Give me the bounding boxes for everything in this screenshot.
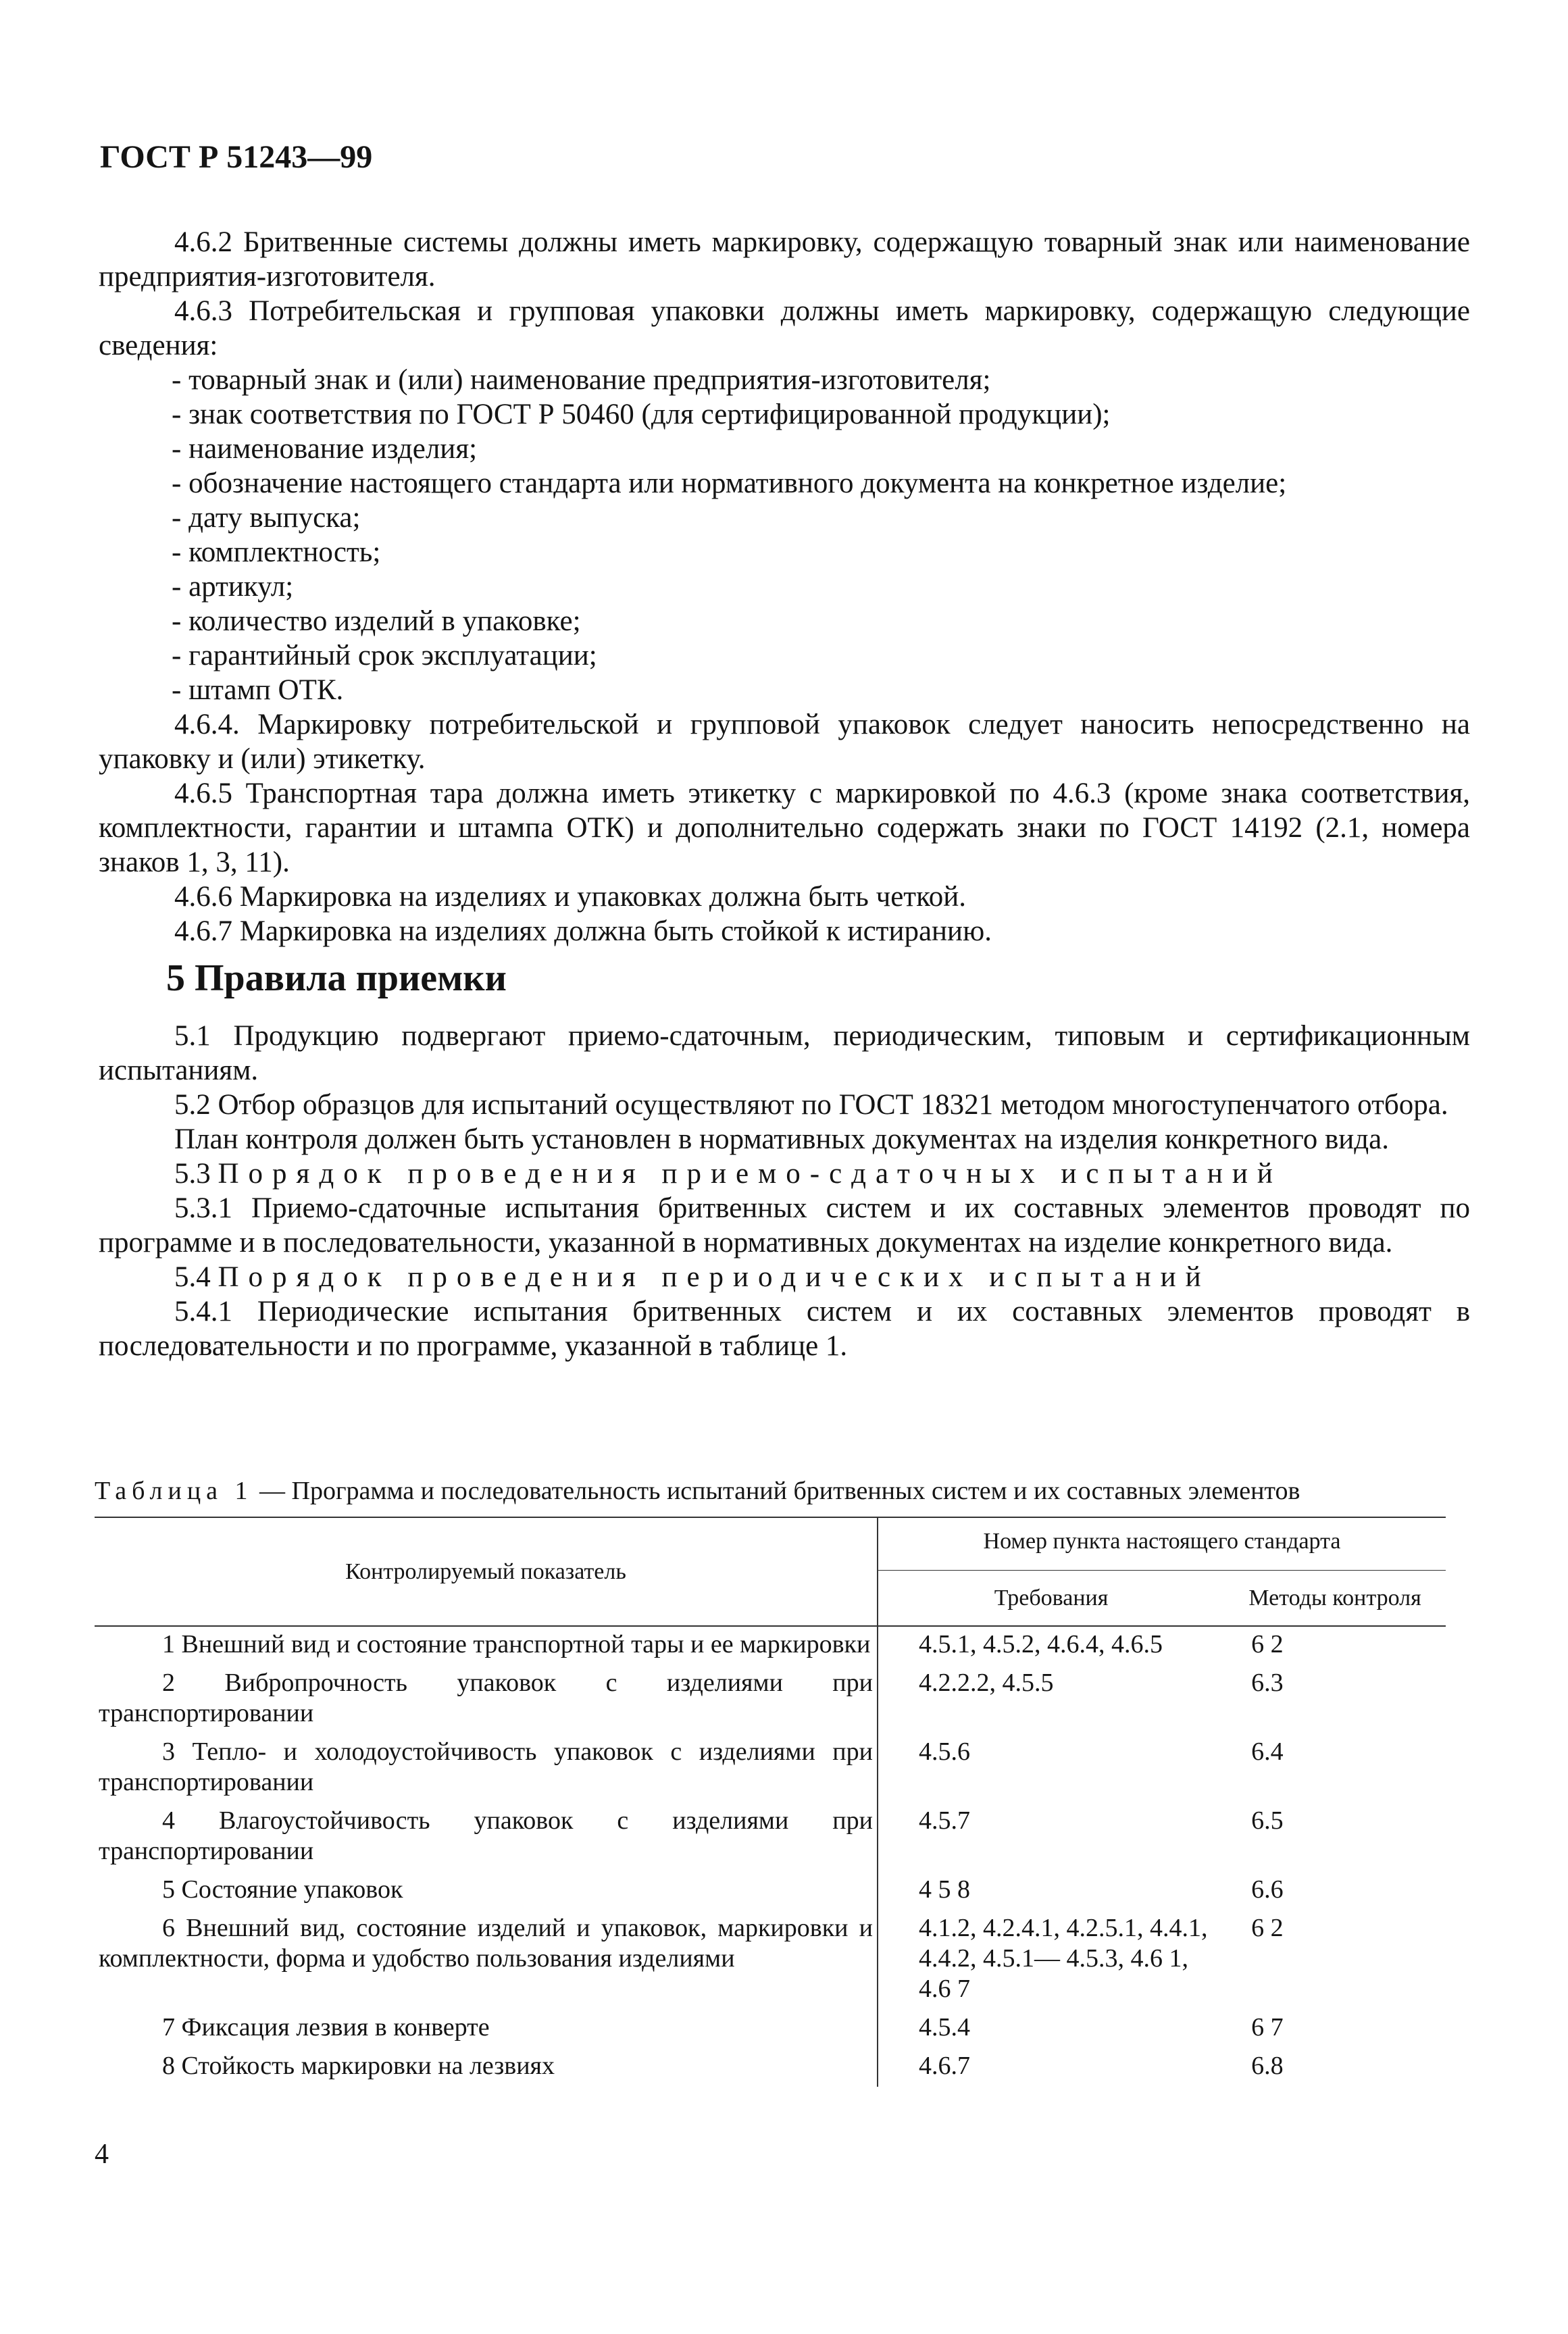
- table-row: [95, 1872, 1446, 1910]
- paragraph-4-6-4: 4.6.4. Маркировку потребительской и групповой упаковок следует наносить непосредственно на упаковку и (или) этикетку.: [99, 709, 1470, 775]
- requirements-cell: 4.5.1, 4.5.2, 4.6.4, 4.6.5: [918, 1630, 1163, 1658]
- table-row: [95, 1910, 1446, 2010]
- requirements-cell: 4.5.4: [918, 2013, 970, 2041]
- paragraph-4-6-3: 4.6.3 Потребительская и групповая упаковки должны иметь маркировку, содержащую следующие сведения:: [99, 295, 1470, 361]
- heading-5-3-number: 5.3: [174, 1158, 211, 1190]
- indicator-cell: 5 Состояние упаковок: [95, 1872, 878, 1910]
- paragraph-4-6-6: 4.6.6 Маркировка на изделиях и упаковках должна быть четкой.: [174, 881, 967, 913]
- list-item: - обозначение настоящего стандарта или нормативного документа на конкретное изделие;: [172, 467, 1287, 499]
- list-item: - количество изделий в упаковке;: [172, 605, 581, 637]
- test-program-table: [95, 1517, 1446, 2087]
- requirements-cell: 4.6.7: [918, 2052, 970, 2080]
- methods-cell: 6.6: [1251, 1875, 1284, 1904]
- table-caption-label: Таблица 1: [95, 1477, 253, 1505]
- indicator-cell: 3 Тепло- и холодоустойчивость упаковок с изделиями при транспортировании: [95, 1734, 878, 1803]
- heading-5-4-number: 5.4: [174, 1261, 211, 1293]
- indicator-cell: 4 Влагоустойчивость упаковок с изделиями при транспортировании: [95, 1803, 878, 1872]
- table-row: [95, 2048, 1446, 2087]
- table-caption: [95, 1476, 1486, 1506]
- requirements-cell: 4.2.2.2, 4.5.5: [918, 1669, 1054, 1697]
- indicator-cell: 1 Внешний вид и состояние транспортной тары и ее маркировки: [95, 1626, 878, 1665]
- methods-cell: 6.4: [1251, 1737, 1284, 1766]
- list-item: - штамп ОТК.: [172, 674, 344, 706]
- table-row: [95, 1626, 1446, 1665]
- list-item: - комплектность;: [172, 536, 381, 568]
- document-header: ГОСТ Р 51243—99: [100, 139, 373, 175]
- paragraph-5-3-1: 5.3.1 Приемо-сдаточные испытания бритвенных систем и их составных элементов проводят по программе и в последовательности, указанной в нормативных документах на изделие конкретного вида.: [99, 1192, 1470, 1259]
- indicator-cell: 8 Стойкость маркировки на лезвиях: [95, 2048, 878, 2087]
- column-header-indicator: Контролируемый показатель: [95, 1517, 878, 1626]
- methods-cell: 6.5: [1251, 1806, 1284, 1835]
- methods-cell: 6 7: [1251, 2013, 1284, 2041]
- table-row: [95, 1803, 1446, 1872]
- paragraph-5-2: 5.2 Отбор образцов для испытаний осуществляют по ГОСТ 18321 методом многоступенчатого отбора.: [174, 1089, 1448, 1121]
- page-number: 4: [95, 2139, 109, 2170]
- requirements-cell: 4.5.7: [918, 1806, 970, 1835]
- methods-cell: 6.8: [1251, 2052, 1284, 2080]
- methods-cell: 6 2: [1251, 1914, 1284, 1942]
- column-header-group: Номер пункта настоящего стандарта: [878, 1517, 1446, 1571]
- requirements-cell: 4 5 8: [918, 1875, 970, 1904]
- table-caption-text: — Программа и последовательность испытаний бритвенных систем и их составных элементов: [253, 1477, 1300, 1505]
- heading-5-3: [99, 1157, 1470, 1191]
- indicator-cell: 2 Вибропрочность упаковок с изделиями при транспортировании: [95, 1665, 878, 1734]
- heading-5-4-title: Порядок проведения периодических испытаний: [218, 1261, 1211, 1293]
- heading-5-3-title: Порядок проведения приемо-сдаточных испытаний: [218, 1158, 1282, 1190]
- list-item: - дату выпуска;: [172, 502, 361, 534]
- table-row: [95, 1734, 1446, 1803]
- paragraph-5-4-1: 5.4.1 Периодические испытания бритвенных систем и их составных элементов проводят в последовательности и по программе, указанной в таблице 1.: [99, 1296, 1470, 1362]
- methods-cell: 6 2: [1251, 1630, 1284, 1658]
- requirements-cell: 4.5.6: [918, 1737, 970, 1766]
- paragraph-4-6-5: 4.6.5 Транспортная тара должна иметь этикетку с маркировкой по 4.6.3 (кроме знака соответствия, комплектности, гарантии и штампа ОТК) и дополнительно содержать знаки по ГОСТ 14192 (2.1, номера знаков 1, 3, 11).: [99, 778, 1470, 878]
- requirements-cell: 4.1.2, 4.2.4.1, 4.2.5.1, 4.4.1, 4.4.2, 4.5.1— 4.5.3, 4.6 1, 4.6 7: [918, 1914, 1208, 2003]
- list-item: - артикул;: [172, 571, 294, 603]
- list-item: - товарный знак и (или) наименование предприятия-изготовителя;: [172, 364, 991, 396]
- table-row: [95, 1665, 1446, 1734]
- list-item: - наименование изделия;: [172, 433, 478, 465]
- paragraph-5-2-plan: План контроля должен быть установлен в нормативных документах на изделия конкретного вида.: [174, 1123, 1390, 1155]
- methods-cell: 6.3: [1251, 1669, 1284, 1697]
- table-row: [95, 2010, 1446, 2048]
- section-4-6-text: [99, 225, 1470, 948]
- column-header-methods: Методы контроля: [1224, 1571, 1446, 1627]
- paragraph-4-6-2: 4.6.2 Бритвенные системы должны иметь маркировку, содержащую товарный знак или наименование предприятия-изготовителя.: [99, 226, 1470, 293]
- paragraph-5-1: 5.1 Продукцию подвергают приемо-сдаточным, периодическим, типовым и сертификационным испытаниям.: [99, 1020, 1470, 1086]
- section-5-title: 5 Правила приемки: [166, 957, 507, 999]
- indicator-cell: 7 Фиксация лезвия в конверте: [95, 2010, 878, 2048]
- list-item: - гарантийный срок эксплуатации;: [172, 640, 597, 671]
- list-item: - знак соответствия по ГОСТ Р 50460 (для сертифицированной продукции);: [172, 399, 1111, 430]
- section-5-text: [99, 1019, 1470, 1363]
- indicator-cell: 6 Внешний вид, состояние изделий и упаковок, маркировки и комплектности, форма и удобство пользования изделиями: [95, 1910, 878, 2010]
- column-header-requirements: Требования: [878, 1571, 1224, 1627]
- paragraph-4-6-7: 4.6.7 Маркировка на изделиях должна быть стойкой к истиранию.: [174, 915, 992, 947]
- heading-5-4: [99, 1260, 1470, 1294]
